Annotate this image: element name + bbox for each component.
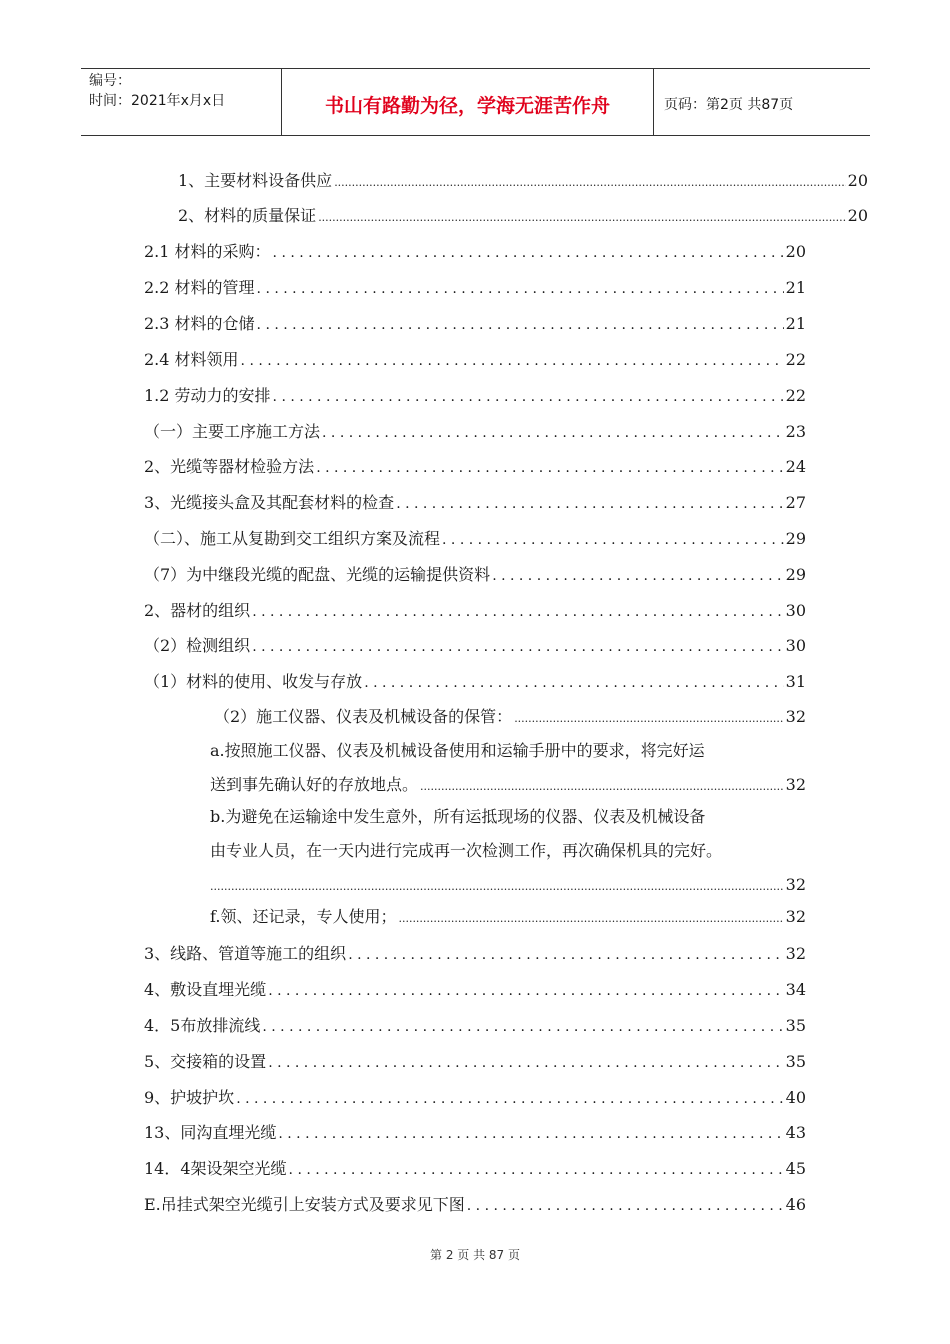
- toc-leader-dots: [257, 277, 784, 300]
- toc-entry: [144, 1087, 806, 1110]
- toc-entry: [144, 1051, 806, 1074]
- toc-entry-page: 30: [785, 636, 806, 655]
- toc-leader-dots: [348, 943, 783, 966]
- toc-entry-page: 27: [785, 493, 806, 512]
- toc-entry: [144, 943, 806, 966]
- toc-entry-line: 由专业人员，在一天内进行完成再一次检测工作，再次确保机具的完好。: [210, 841, 723, 860]
- page-footer: 第 2 页 共 87 页: [430, 1248, 520, 1262]
- toc-entry-page: 23: [785, 422, 806, 441]
- toc-leader-dots: [268, 979, 783, 1002]
- toc-leader-dots: [442, 528, 784, 551]
- toc-entry: [144, 241, 806, 264]
- toc-leader-dots: [257, 313, 784, 336]
- toc-entry-label: 9、护坡护坎: [144, 1088, 235, 1107]
- header-left-cell: [81, 69, 282, 135]
- toc-entry-label: 1.2 劳动力的安排: [144, 386, 271, 405]
- toc-leader-dots: [252, 600, 783, 623]
- toc-entry: [144, 1015, 806, 1038]
- toc-entry-page: 32: [785, 875, 806, 894]
- toc-entry-page: 32: [785, 775, 806, 794]
- toc-leader-dots: [236, 1087, 783, 1110]
- toc-entry-label: 13、同沟直埋光缆: [144, 1123, 277, 1142]
- toc-entry: [144, 635, 806, 658]
- toc-entry-page: 34: [785, 980, 806, 999]
- toc-entry-page: 43: [785, 1123, 806, 1142]
- toc-leader-dots: [273, 241, 784, 264]
- document-time-label: 时间：2021年x月x日: [89, 93, 226, 109]
- toc-leader-dots: [396, 492, 783, 515]
- toc-entry-page: 21: [785, 278, 806, 297]
- toc-entry-line: b.为避免在运输途中发生意外，所有运抵现场的仪器、仪表及机械设备: [210, 807, 706, 826]
- document-number-label: 编号：: [89, 73, 131, 89]
- page-header: [81, 68, 870, 136]
- toc-leader-dots: [318, 205, 845, 229]
- toc-entry-label: 2.3 材料的仓储: [144, 314, 255, 333]
- toc-leader-dots: [278, 1122, 783, 1145]
- toc-entry: [144, 313, 806, 336]
- toc-leader-dots: [322, 421, 784, 444]
- toc-entry-page: 31: [785, 672, 806, 691]
- toc-entry-label: （2）检测组织: [144, 636, 251, 655]
- toc-entry-label: 2.4 材料领用: [144, 350, 239, 369]
- toc-leader-dots: [210, 868, 784, 904]
- toc-entry: [214, 706, 806, 730]
- toc-entry: [144, 385, 806, 408]
- toc-entry-page: 32: [785, 707, 806, 726]
- toc-entry-label: （一）主要工序施工方法: [144, 422, 321, 441]
- toc-entry-page: 46: [785, 1195, 806, 1214]
- toc-entry-label: 1、主要材料设备供应: [178, 171, 333, 190]
- toc-leader-dots: [398, 906, 783, 930]
- toc-entry-page: 20: [847, 206, 868, 225]
- toc-entry-label: 2、器材的组织: [144, 601, 251, 620]
- toc-entry-label: （1）材料的使用、收发与存放: [144, 672, 363, 691]
- toc-entry: [144, 1194, 806, 1217]
- header-motto: 书山有路勤为径，学海无涯苦作舟: [282, 69, 654, 135]
- toc-leader-dots: [241, 349, 784, 372]
- toc-entry-line: a.按照施工仪器、仪表及机械设备使用和运输手册中的要求，将完好运: [210, 741, 705, 760]
- toc-entry: [210, 868, 806, 904]
- toc-leader-dots: [492, 564, 783, 587]
- toc-entry-label: 2.2 材料的管理: [144, 278, 255, 297]
- toc-entry-page: 24: [785, 457, 806, 476]
- toc-entry: [144, 277, 806, 300]
- toc-entry-label: 2.1 材料的采购：: [144, 242, 271, 261]
- toc-leader-dots: [268, 1051, 783, 1074]
- toc-entry-page: 29: [785, 565, 806, 584]
- toc-entry-page: 35: [785, 1052, 806, 1071]
- toc-entry: [144, 671, 806, 694]
- toc-entry-page: 45: [785, 1159, 806, 1178]
- toc-entry: [210, 768, 806, 804]
- toc-entry: [144, 421, 806, 444]
- toc-entry-label: （7）为中继段光缆的配盘、光缆的运输提供资料: [144, 565, 491, 584]
- toc-entry-page: 30: [785, 601, 806, 620]
- toc-entry-label: （二）、施工从复勘到交工组织方案及流程: [144, 529, 441, 548]
- toc-entry: [210, 906, 806, 930]
- toc-entry: [178, 170, 868, 194]
- toc-multiline-entry: [210, 800, 810, 904]
- toc-leader-dots: [514, 706, 783, 730]
- toc-entry-label: f.领、还记录，专人使用；: [210, 907, 397, 926]
- toc-entry-page: 20: [785, 242, 806, 261]
- toc-leader-dots: [252, 635, 783, 658]
- toc-multiline-entry: [210, 734, 810, 804]
- toc-entry: [144, 1158, 806, 1181]
- toc-entry-label: 3、光缆接头盒及其配套材料的检查: [144, 493, 395, 512]
- toc-entry-label: 2、光缆等器材检验方法: [144, 457, 315, 476]
- toc-entry-page: 22: [785, 350, 806, 369]
- toc-entry-page: 22: [785, 386, 806, 405]
- toc-entry-page: 32: [785, 907, 806, 926]
- toc-leader-dots: [334, 170, 845, 194]
- toc-entry: [144, 528, 806, 551]
- toc-entry-label: （2）施工仪器、仪表及机械设备的保管：: [214, 707, 513, 726]
- toc-entry: [144, 600, 806, 623]
- toc-entry: [144, 564, 806, 587]
- toc-leader-dots: [364, 671, 783, 694]
- toc-entry: [178, 205, 868, 229]
- toc-entry-label: 14．4架设架空光缆: [144, 1159, 287, 1178]
- toc-entry-label: 2、材料的质量保证: [178, 206, 317, 225]
- toc-entry-page: 29: [785, 529, 806, 548]
- toc-entry-page: 35: [785, 1016, 806, 1035]
- toc-leader-dots: [467, 1194, 784, 1217]
- toc-entry: [144, 349, 806, 372]
- header-page-info: 页码：第2页 共87页: [664, 97, 794, 113]
- toc-leader-dots: [289, 1158, 784, 1181]
- toc-leader-dots: [420, 768, 784, 804]
- toc-entry: [144, 492, 806, 515]
- toc-entry: [144, 1122, 806, 1145]
- toc-leader-dots: [262, 1015, 783, 1038]
- toc-entry-page: 21: [785, 314, 806, 333]
- toc-entry-label: 5、交接箱的设置: [144, 1052, 267, 1071]
- toc-entry-page: 40: [785, 1088, 806, 1107]
- toc-entry-label: 3、线路、管道等施工的组织: [144, 944, 347, 963]
- toc-leader-dots: [273, 385, 784, 408]
- toc-entry: [144, 456, 806, 479]
- toc-entry-label: E.吊挂式架空光缆引上安装方式及要求见下图: [144, 1195, 465, 1214]
- toc-entry-label: 送到事先确认好的存放地点。: [210, 775, 419, 794]
- toc-entry-page: 20: [847, 171, 868, 190]
- toc-entry-page: 32: [785, 944, 806, 963]
- toc-leader-dots: [316, 456, 783, 479]
- toc-entry-label: 4、敷设直埋光缆: [144, 980, 267, 999]
- toc-entry-label: 4．5布放排流线: [144, 1016, 261, 1035]
- toc-entry: [144, 979, 806, 1002]
